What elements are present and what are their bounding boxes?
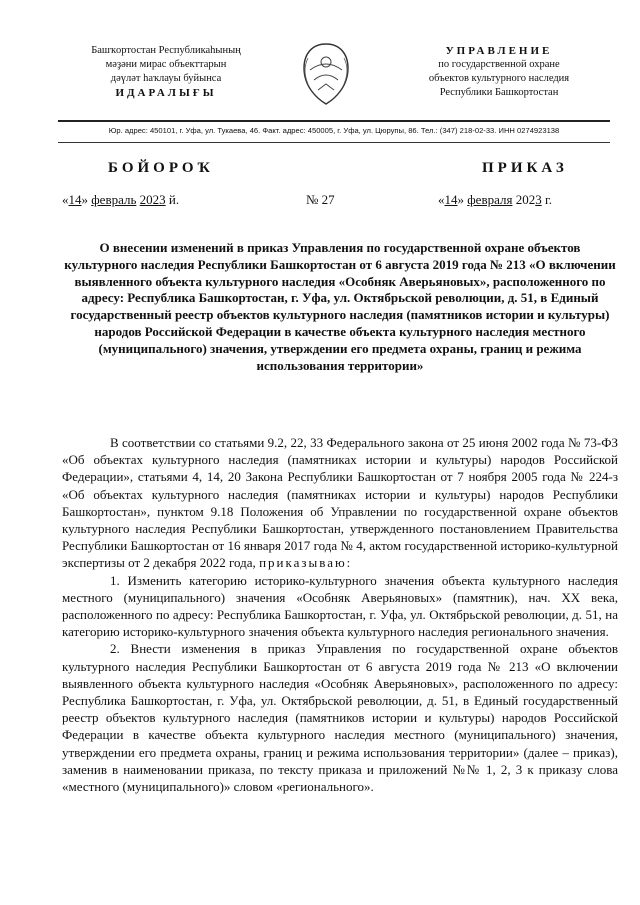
- date-year-last: 3: [535, 192, 542, 207]
- preamble-text: В соответствии со статьями 9.2, 22, 33 Федерального закона от 25 июня 2002 года № 73-ФЗ «Об объектах культурного наследия (памятниках истории и культуры) народов Российской Федерации», статьями 4, 14, 20 Закона Республики Башкортостан от 7 ноября 2005 года № 224-з «Об объектах культурного наследия (памятниках истории и культуры) народов Республики Башкортостан», пунктом 9.18 Положения об Управлении по государственной охране объектов культурного наследия Республики Башкортостан, утвержденного постановлением Правительства Республики Башкортостан от 16 января 2017 года № 4, актом государственной историко-культурной экспертизы от 2 декабря 2022 года,: [62, 435, 618, 571]
- date-quote: «: [438, 192, 445, 207]
- preamble-paragraph: [62, 434, 618, 572]
- header-right-line: объектов культурного наследия: [428, 73, 570, 84]
- republic-emblem-icon: [296, 40, 356, 110]
- date-russian: [438, 192, 552, 208]
- contacts-line: Юр. адрес: 450101, г. Уфа, ул. Тукаева, 46. Факт. адрес: 450005, г. Уфа, ул. Цюрупы, 86. Тел.: (347) 218-02-33. ИНН 0274923138: [108, 126, 560, 135]
- date-suffix: г.: [544, 192, 553, 207]
- header-right-agency: УПРАВЛЕНИЕ: [445, 45, 553, 57]
- date-day: 14: [444, 192, 458, 207]
- order-number: № 27: [306, 192, 335, 207]
- date-year-prefix: 202: [515, 192, 536, 207]
- doc-kind-bashkir: БОЙОРОҠ: [108, 160, 214, 176]
- header-russian-block: [404, 44, 594, 100]
- header-left-line: дәүләт һаҡлауы буйынса: [110, 73, 222, 84]
- order-title: О внесении изменений в приказ Управления по государственной охране объектов культурного наследия Республики Башкортостан от 6 августа 2019 года № 213 «О включении выявленного объекта культурного наследия «Особняк Аверьяновых», расположенного по адресу: Республика Башкортостан, г. Уфа, ул. Октябрьской революции, д. 51, в Единый государственный реестр объектов культурного наследия (памятников истории и культуры) народов Российской Федерации в качестве объекта культурного наследия местного (муниципального) значения, утверждении его предмета охраны, границ и режима использования территории»: [64, 240, 616, 373]
- date-year: 2023: [139, 192, 166, 207]
- date-suffix: й.: [168, 192, 180, 207]
- date-month: февраля: [467, 192, 513, 207]
- order-word: приказываю:: [259, 555, 353, 571]
- contacts-divider: [58, 142, 610, 143]
- header-right-line: по государственной охране: [438, 59, 560, 70]
- header-left-line: мәҙәни мирас объекттарын: [105, 59, 227, 70]
- date-quote: »: [81, 192, 88, 207]
- item-1: 1. Изменить категорию историко-культурного значения объекта культурного наследия местного (муниципального) значения «Особняк Аверьяновых» (памятник), нач. XX века, расположенного по адресу: Республика Башкортостан, г. Уфа, ул. Октябрьской революции, д. 51, на категорию историко-культурного значения объекта культурного наследия регионального значения.: [62, 572, 618, 640]
- date-month: февраль: [91, 192, 137, 207]
- date-bashkir: [62, 192, 179, 208]
- date-quote: «: [62, 192, 69, 207]
- date-day: 14: [68, 192, 82, 207]
- order-body: [62, 434, 618, 795]
- date-quote: »: [457, 192, 464, 207]
- header-bashkir-block: [66, 44, 266, 100]
- header-right-line: Республики Башкортостан: [439, 87, 559, 98]
- header-left-agency: ИДАРАЛЫҒЫ: [115, 87, 217, 99]
- item-2: 2. Внести изменения в приказ Управления по государственной охране объектов культурного наследия Республики Башкортостан от 6 августа 2019 года № 213 «О включении выявленного объекта культурного наследия «Особняк Аверьяновых», расположенного по адресу: Республика Башкортостан, г. Уфа, ул. Октябрьской революции, д. 51, в Единый государственный реестр объектов культурного наследия (памятников истории и культуры) народов Российской Федерации в качестве объекта культурного наследия местного (муниципального) значения, утверждении его предмета охраны, границ и режима использования территории» (далее – приказ), заменив в наименовании приказа, по тексту приказа и приложений №№ 1, 2, 3 к приказу слова «местного (муниципального)» словом «регионального».: [62, 641, 618, 795]
- header-left-line: Башҡортостан Республикаһының: [91, 45, 241, 56]
- doc-kind-russian: ПРИКАЗ: [482, 160, 568, 176]
- header-divider: [58, 120, 610, 122]
